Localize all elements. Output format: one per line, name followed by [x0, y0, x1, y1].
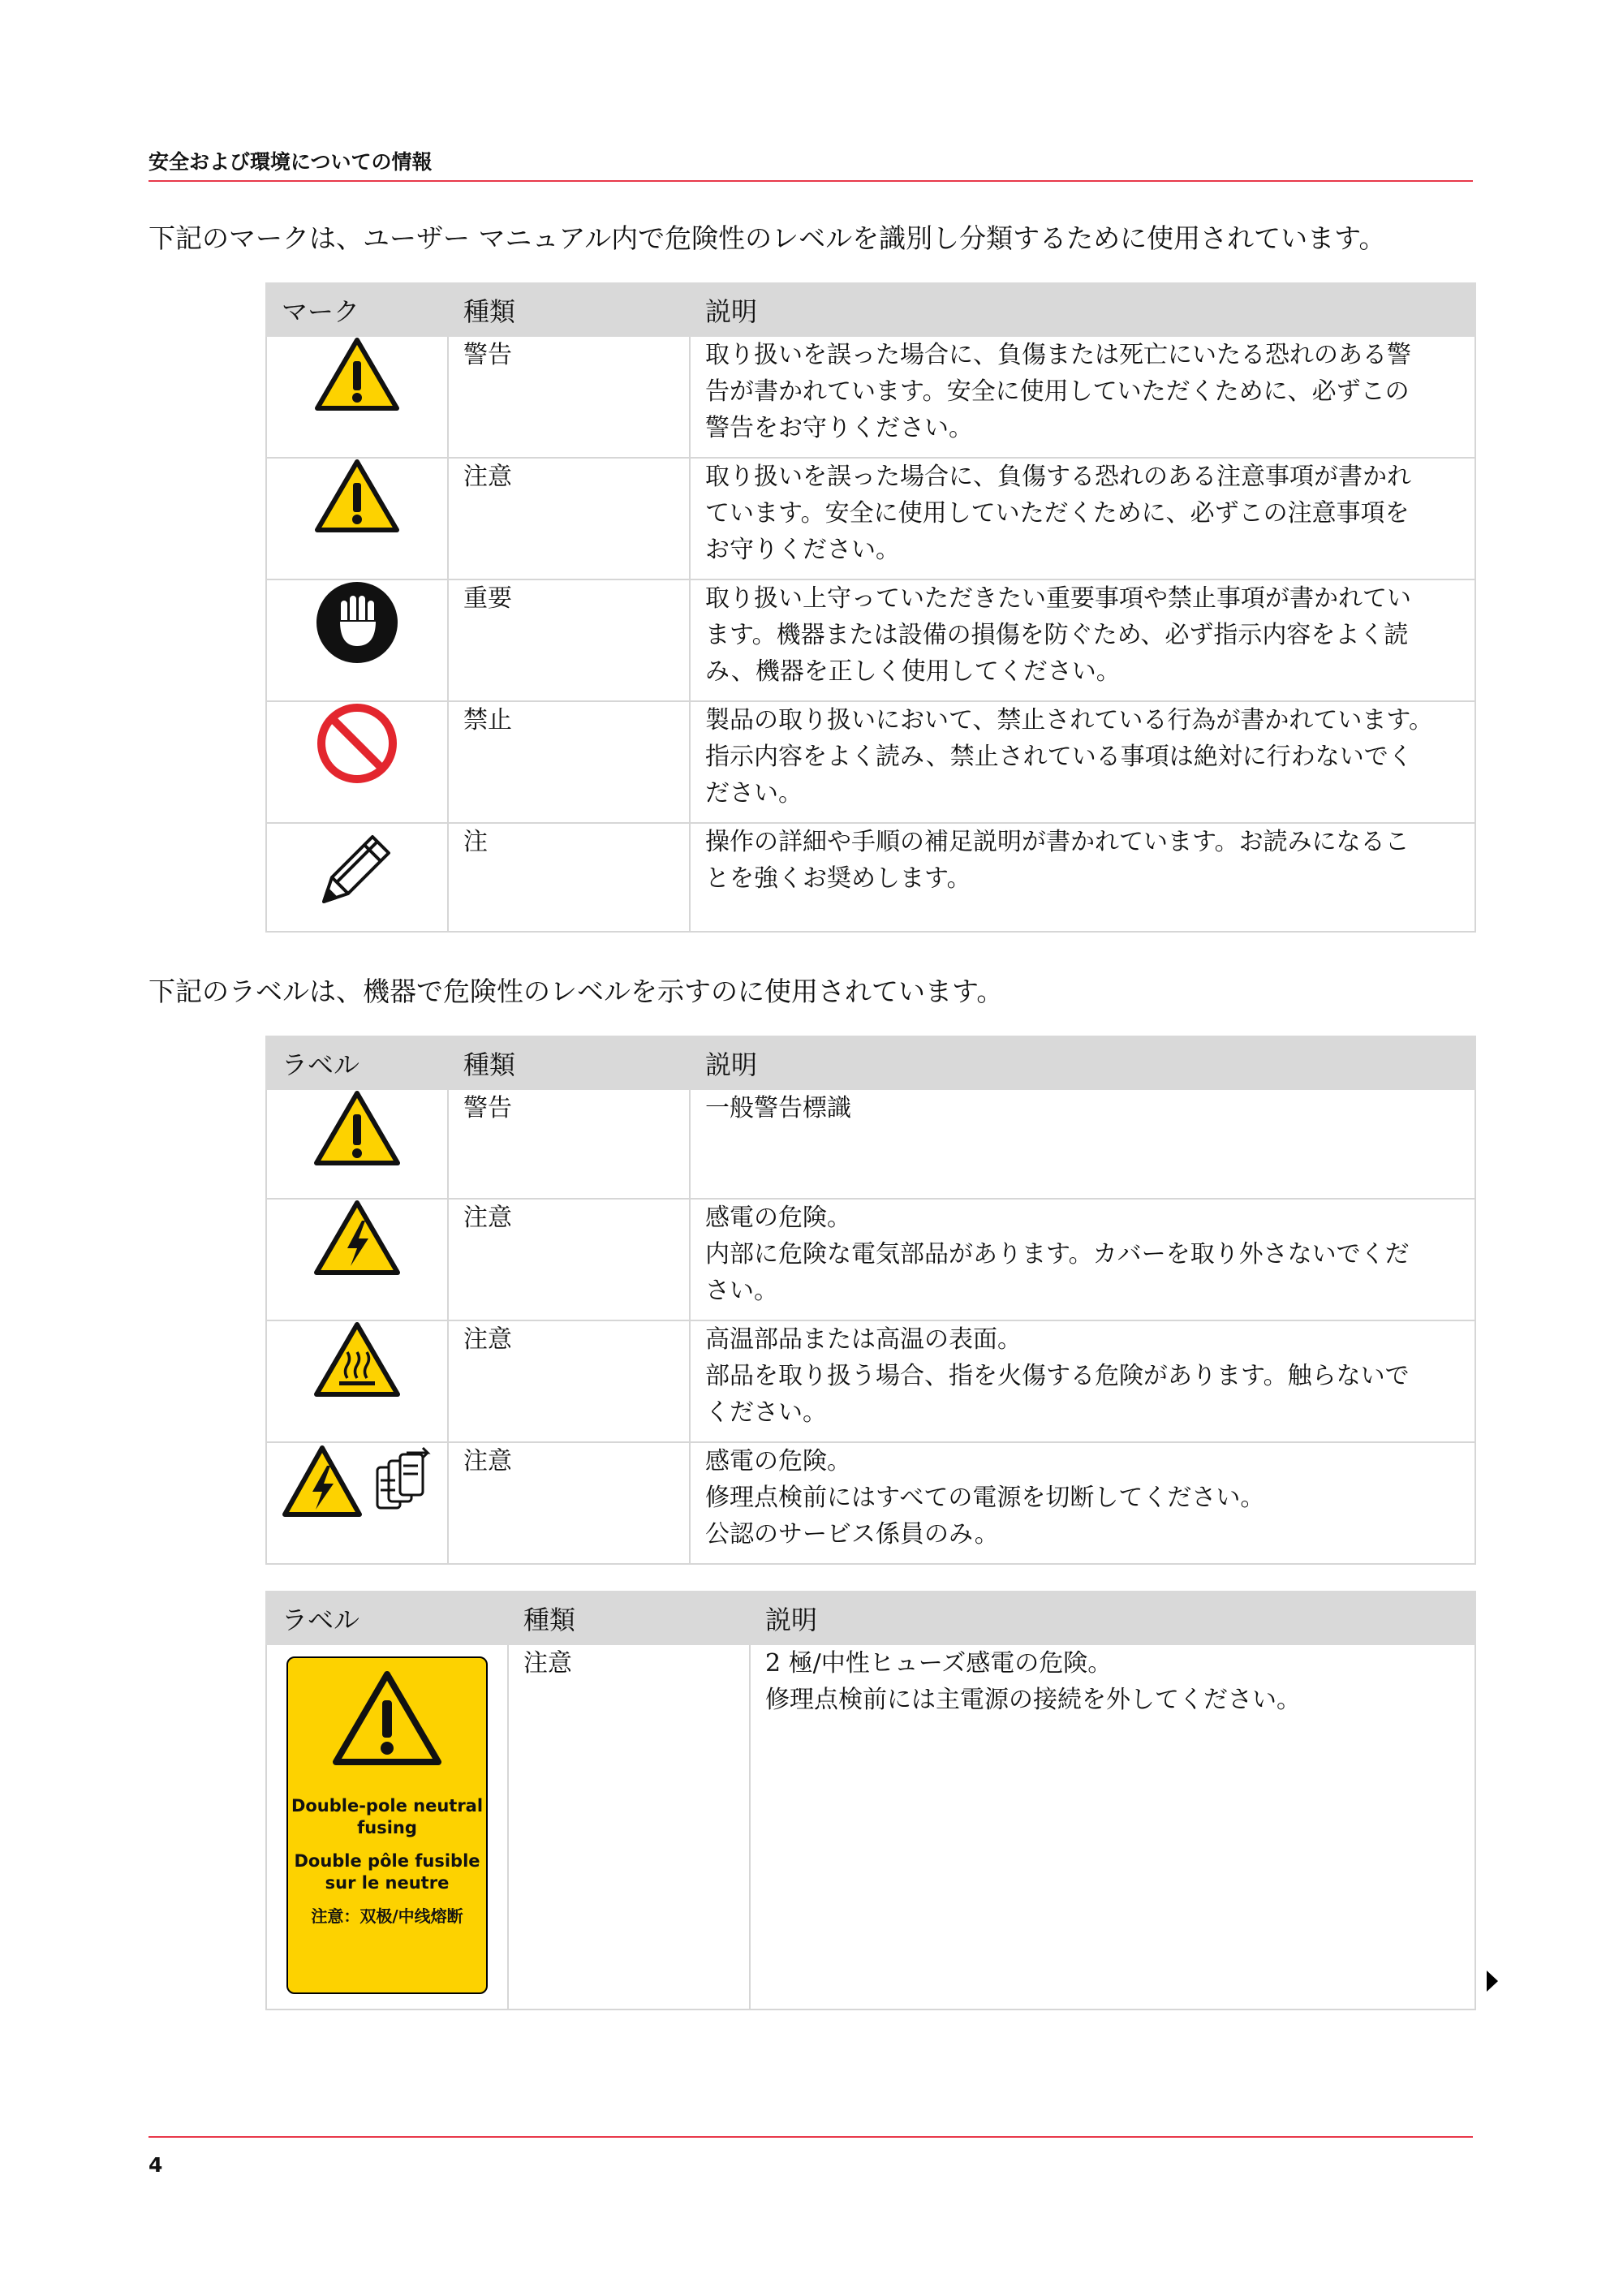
description: 操作の詳細や手順の補足説明が書かれています。お読みになるこ とを強くお奨めします。 — [690, 823, 1475, 932]
column-header: 種類 — [448, 1036, 690, 1089]
description: 感電の危険。 内部に危険な電気部品があります。カバーを取り外さないでくだ さい。 — [690, 1199, 1475, 1320]
hot-surface-label-icon — [313, 1321, 401, 1398]
warning-triangle-icon — [331, 1669, 443, 1768]
electric-shock-label-icon — [313, 1200, 401, 1276]
table-row — [266, 1442, 1475, 1564]
fuse-label-table — [265, 1591, 1476, 2010]
column-header: 種類 — [448, 283, 690, 336]
description: 感電の危険。 修理点検前にはすべての電源を切断してください。 公認のサービス係員のみ。 — [690, 1442, 1475, 1564]
marks-table — [265, 282, 1476, 933]
labels-table — [265, 1036, 1476, 1565]
description: 取り扱いを誤った場合に、負傷または死亡にいたる恐れのある警 告が書かれています。安全に使用していただくために、必ずこの 警告をお守りください。 — [690, 336, 1475, 458]
table-header-row — [266, 283, 1475, 336]
table-row — [266, 458, 1475, 579]
label-text-cn: 注意：双极/中线熔断 — [311, 1906, 463, 1926]
table-row — [266, 701, 1475, 823]
column-header: ラベル — [266, 1036, 448, 1089]
fuse-warning-label — [286, 1656, 488, 1994]
pencil-note-icon — [312, 824, 402, 913]
label-text-fr: Double pôle fusible sur le neutre — [294, 1851, 480, 1893]
table-row — [266, 1089, 1475, 1199]
prohibited-icon — [316, 702, 398, 785]
general-warning-label-icon — [313, 1090, 401, 1166]
stop-hand-icon — [315, 580, 399, 665]
type-label: 注意 — [448, 1442, 690, 1564]
type-label: 注意 — [448, 1320, 690, 1442]
disconnect-power-label-icon — [282, 1443, 441, 1519]
type-label: 禁止 — [448, 701, 690, 823]
running-title: 安全および環境についての情報 — [149, 150, 433, 174]
description: 2 極/中性ヒューズ感電の危険。 修理点検前には主電源の接続を外してください。 — [750, 1644, 1475, 2010]
footer-rule — [149, 2136, 1473, 2138]
description: 高温部品または高温の表面。 部品を取り扱う場合、指を火傷する危険があります。触らないで ください。 — [690, 1320, 1475, 1442]
table-header-row — [266, 1592, 1475, 1644]
table-header-row — [266, 1036, 1475, 1089]
caution-triangle-icon — [314, 459, 400, 533]
column-header: ラベル — [266, 1592, 508, 1644]
type-label: 注意 — [448, 1199, 690, 1320]
label-text-en: Double-pole neutral fusing — [291, 1796, 484, 1837]
table-row — [266, 336, 1475, 458]
warning-triangle-icon — [314, 337, 400, 411]
table-row — [266, 1320, 1475, 1442]
table-row — [266, 823, 1475, 932]
description: 一般警告標識 — [690, 1089, 1475, 1199]
header-rule — [149, 180, 1473, 182]
section1-intro: 下記のマークは、ユーザー マニュアル内で危険性のレベルを識別し分類するために使用されています。 — [149, 222, 1386, 254]
table-row — [266, 579, 1475, 701]
description: 取り扱いを誤った場合に、負傷する恐れのある注意事項が書かれ ています。安全に使用していただくために、必ずこの注意事項を お守りください。 — [690, 458, 1475, 579]
table-row — [266, 1644, 1475, 2010]
description: 取り扱い上守っていただきたい重要事項や禁止事項が書かれてい ます。機器または設備の損傷を防ぐため、必ず指示内容をよく読 み、機器を正しく使用してください。 — [690, 579, 1475, 701]
type-label: 注 — [448, 823, 690, 932]
column-header: 説明 — [750, 1592, 1475, 1644]
type-label: 重要 — [448, 579, 690, 701]
type-label: 警告 — [448, 336, 690, 458]
column-header: マーク — [266, 283, 448, 336]
column-header: 説明 — [690, 1036, 1475, 1089]
column-header: 種類 — [508, 1592, 750, 1644]
type-label: 注意 — [448, 458, 690, 579]
section2-intro: 下記のラベルは、機器で危険性のレベルを示すのに使用されています。 — [149, 976, 1004, 1007]
column-header: 説明 — [690, 283, 1475, 336]
type-label: 注意 — [508, 1644, 750, 2010]
continue-arrow-icon — [1487, 1971, 1498, 1992]
type-label: 警告 — [448, 1089, 690, 1199]
table-row — [266, 1199, 1475, 1320]
description: 製品の取り扱いにおいて、禁止されている行為が書かれています。 指示内容をよく読み、禁止されている事項は絶対に行わないでく ださい。 — [690, 701, 1475, 823]
page-number: 4 — [149, 2153, 163, 2177]
